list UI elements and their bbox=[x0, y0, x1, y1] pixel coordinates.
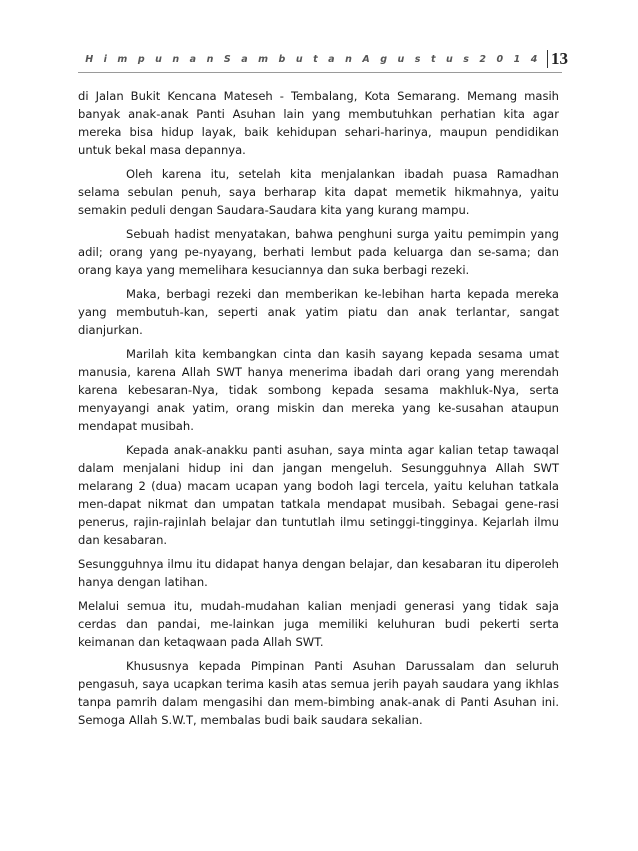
paragraph: Melalui semua itu, mudah-mudahan kalian menjadi generasi yang tidak saja cerdas dan pandai, me-lainkan juga memiliki keluhuran budi pekerti serta keimanan dan ketaqwaan pada Allah SWT. bbox=[78, 599, 559, 649]
paragraph: di Jalan Bukit Kencana Mateseh - Tembalang, Kota Semarang. Memang masih banyak anak-anak Panti Asuhan lain yang membutuhkan perhatian kita agar mereka bisa hidup layak, baik kehidupan sehari-harinya, maupun pendidikan untuk bekal masa depannya. bbox=[78, 89, 559, 157]
header-rule bbox=[78, 72, 562, 73]
paragraph: Sesungguhnya ilmu itu didapat hanya dengan belajar, dan kesabaran itu diperoleh hanya dengan latihan. bbox=[78, 557, 559, 589]
paragraph: Sebuah hadist menyatakan, bahwa penghuni surga yaitu pemimpin yang adil; orang yang pe-nyayang, berhati lembut pada keluarga dan se-sama; dan orang kaya yang memelihara kesuciannya dan suka berbagi rezeki. bbox=[78, 227, 559, 277]
body-text bbox=[78, 87, 559, 735]
page-number: 13 bbox=[551, 49, 568, 68]
paragraph: Khususnya kepada Pimpinan Panti Asuhan Darussalam dan seluruh pengasuh, saya ucapkan terima kasih atas semua jerih payah saudara yang ikhlas tanpa pamrih dalam mengasihi dan mem-bimbing anak-anak di Panti Asuhan ini. Semoga Allah S.W.T, membalas budi baik saudara sekalian. bbox=[78, 659, 559, 727]
paragraph: Kepada anak-anakku panti asuhan, saya minta agar kalian tetap tawaqal dalam menjalani hidup ini dan jangan mengeluh. Sesungguhnya Allah SWT melarang 2 (dua) macam ucapan yang bodoh lagi tercela, yaitu keluhan tatkala men-dapat nikmat dan umpatan tatkala mendapat musibah. Sebagai gene-rasi penerus, rajin-rajinlah belajar dan tuntutlah ilmu setinggi-tingginya. Kejarlah ilmu dan kesabaran. bbox=[78, 443, 559, 547]
paragraph: Maka, berbagi rezeki dan memberikan ke-lebihan harta kepada mereka yang membutuh-kan, seperti anak yatim piatu dan anak terlantar, sangat dianjurkan. bbox=[78, 287, 559, 337]
page-header bbox=[85, 46, 568, 72]
paragraph: Marilah kita kembangkan cinta dan kasih sayang kepada sesama umat manusia, karena Allah SWT hanya menerima ibadah dari orang yang merendah karena kebesaran-Nya, tidak sombong kepada sesama makhluk-Nya, serta menyayangi anak yatim, orang miskin dan mereka yang ke-susahan ataupun mendapat musibah. bbox=[78, 347, 559, 433]
header-divider bbox=[547, 50, 548, 68]
paragraph: Oleh karena itu, setelah kita menjalankan ibadah puasa Ramadhan selama sebulan penuh, saya berharap kita dapat memetik hikmahnya, yaitu semakin peduli dengan Saudara-Saudara kita yang kurang mampu. bbox=[78, 167, 559, 217]
running-title: H i m p u n a n S a m b u t a n A g u s t u s 2 0 1 4 bbox=[85, 53, 541, 65]
